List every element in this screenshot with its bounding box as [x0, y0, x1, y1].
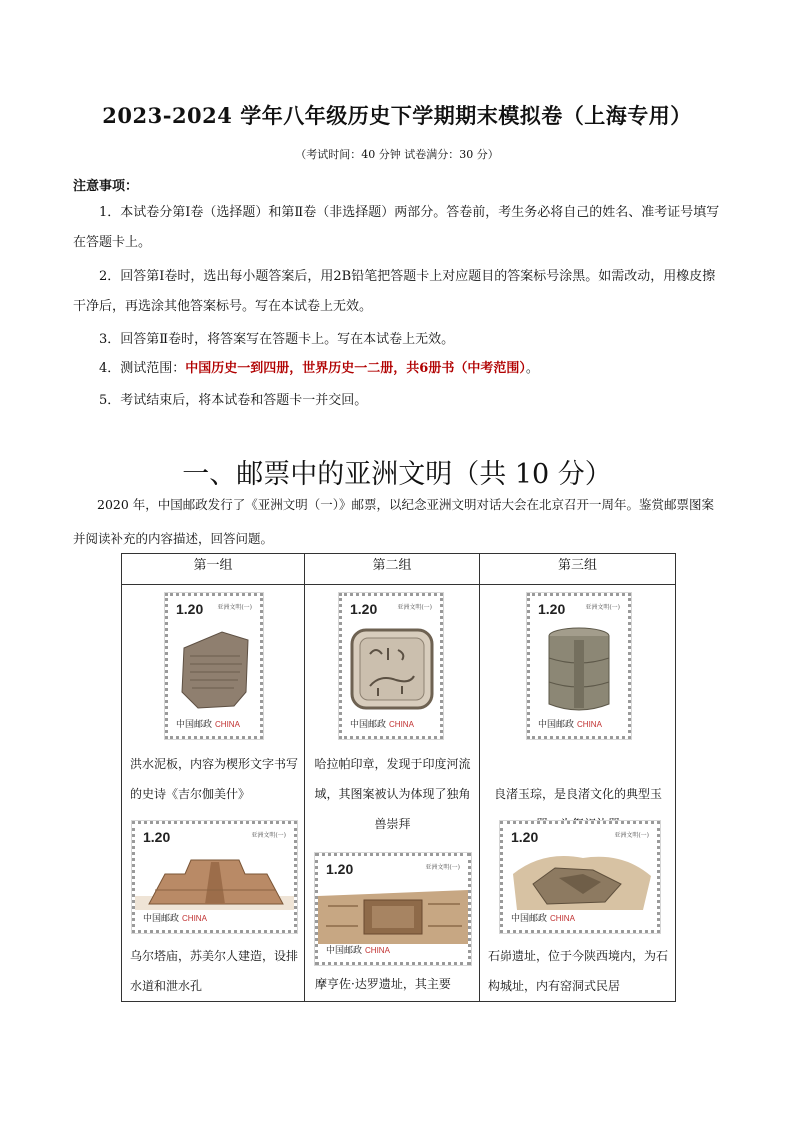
jade-cong-image [530, 596, 628, 736]
note-item-3: 3．回答第Ⅱ卷时，将答案写在答题卡上。写在本试卷上无效。 [99, 332, 455, 347]
stamp-shimao-site: 1.20 亚洲文明(一) 中国邮政 CHINA [500, 821, 660, 933]
stamp-table [121, 553, 676, 1002]
note-item-4: 4．测试范围：中国历史一到四册，世界历史一二册，共6册书（中考范围）。 [99, 361, 539, 376]
caption-ur-ziggurat: 乌尔塔庙，苏美尔人建造，设排水道和泄水孔 [130, 949, 299, 993]
header-group-1: 第一组 [122, 554, 305, 585]
stamp-mohenjo-daro: 1.20 亚洲文明(一) 中国邮政 CHINA [315, 853, 471, 965]
caption-flood-tablet: 洪水泥板，内容为楔形文字书写的史诗《吉尔伽美什》 [130, 757, 299, 801]
stamp-flood-tablet: 1.20 亚洲文明(一) 中国邮政 CHINA [165, 593, 263, 739]
group-1-cell [122, 585, 305, 1002]
seal-image [342, 596, 440, 736]
stamp-harappan-seal: 1.20 亚洲文明(一) 中国邮政 CHINA [339, 593, 443, 739]
caption-shimao-site: 石峁遗址，位于今陕西境内，为石构城址，内有窑洞式民居 [488, 949, 669, 993]
stamp-liangzhu-cong: 1.20 亚洲文明(一) 中国邮政 CHINA [527, 593, 631, 739]
notes-heading: 注意事项： [73, 179, 139, 194]
caption-harappan-seal: 哈拉帕印章，发现于印度河流域，其图案被认为体现了独角兽崇拜 [314, 757, 471, 831]
test-scope: 中国历史一到四册，世界历史一二册，共6册书（中考范围） [185, 361, 526, 376]
group-2-cell [305, 585, 480, 1002]
table-header-row [122, 554, 676, 585]
page-title: 2023-2024 学年八年级历史下学期期末模拟卷（上海专用） [102, 103, 692, 128]
clay-tablet-image [168, 596, 260, 736]
section-intro: 2020 年，中国邮政发行了《亚洲文明（一）》邮票，以纪念亚洲文明对话大会在北京召开一周年。鉴赏邮票图案并阅读补充的内容描述，回答问题。 [73, 497, 715, 546]
caption-liangzhu-cong: 良渚玉琮，是良渚文化的典型玉 [493, 787, 662, 801]
header-group-3: 第三组 [480, 554, 676, 585]
note-item-2: 2．回答第Ⅰ卷时，选出每小题答案后，用2B铅笔把答题卡上对应题目的答案标号涂黑。如需改动，用橡皮擦干净后，再选涂其他答案标号。写在本试卷上无效。 [73, 269, 716, 314]
note-item-5: 5．考试结束后，将本试卷和答题卡一并交回。 [99, 393, 368, 408]
note-item-1: 1．本试卷分第Ⅰ卷（选择题）和第Ⅱ卷（非选择题）两部分。答卷前，考生务必将自己的姓名、准考证号填写在答题卡上。 [73, 205, 720, 250]
caption-mohenjo-daro: 摩亨佐·达罗遗址，其主要 [315, 977, 451, 991]
header-group-2: 第二组 [305, 554, 480, 585]
exam-info: （考试时间：40 分钟 试卷满分：30 分） [295, 148, 499, 161]
section-title: 一、邮票中的亚洲文明（共 10 分） [182, 459, 612, 490]
stamp-ur-ziggurat: 1.20 亚洲文明(一) 中国邮政 CHINA [132, 821, 297, 933]
group-3-cell [480, 585, 676, 1002]
